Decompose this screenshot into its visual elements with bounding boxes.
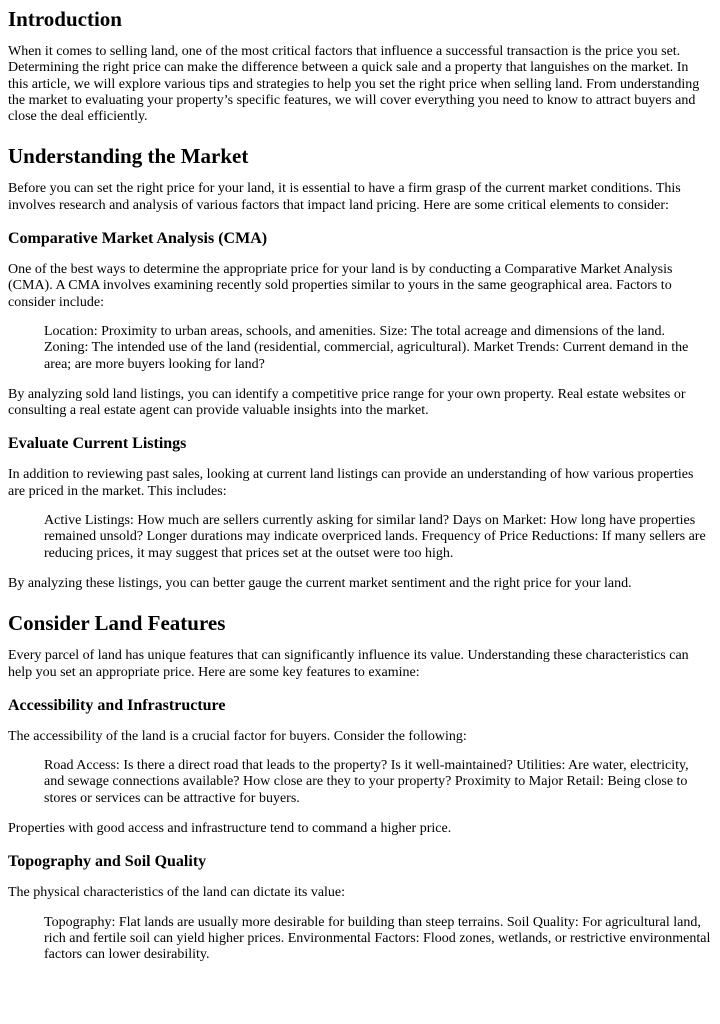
listings-intro: In addition to reviewing past sales, looking at current land listings can provide an understanding of how various properties are priced in the market. This includes:	[8, 467, 694, 499]
cma-outro: By analyzing sold land listings, you can identify a competitive price range for your own property. Real estate websites or consulting a real estate agent can provide valuable insights into the market.	[8, 386, 686, 419]
listings-factors-quote: Active Listings: How much are sellers currently asking for similar land? Days on Market: How long have properties remained unsold? Longer durations may indicate overpriced lands. Frequency of Price Reductions: If many sellers are reducing prices, it may suggest that prices set at the outset were too high.	[44, 513, 706, 561]
topography-factors-quote: Topography: Flat lands are usually more desirable for building than steep terrains. Soil Quality: For agricultural land, rich and fertile soil can yield higher prices. Environmental Factors: Flood zones, wetlands, or restrictive environmental factors can lower desirability.	[44, 914, 711, 963]
accessibility-factors-quote: Road Access: Is there a direct road that leads to the property? Is it well-maintained? Utilities: Are water, electricity, and sewage connections available? How close are they to your property? Proximity to Major Retail: Being close to stores or services can be attractive for buyers.	[44, 758, 689, 806]
cma-intro: One of the best ways to determine the appropriate price for your land is by conducting a Comparative Market Analysis (CMA). A CMA involves examining recently sold properties similar to yours in the same geographical area. Factors to consider include:	[8, 262, 673, 310]
accessibility-intro: The accessibility of the land is a crucial factor for buyers. Consider the following:	[8, 728, 467, 744]
features-paragraph: Every parcel of land has unique features that can significantly influence its value. Understanding these characteristics can help you set an appropriate price. Here are some key features to examine:	[8, 648, 689, 680]
heading-accessibility: Accessibility and Infrastructure	[8, 696, 226, 714]
heading-cma: Comparative Market Analysis (CMA)	[8, 230, 268, 248]
accessibility-outro: Properties with good access and infrastructure tend to command a higher price.	[8, 821, 452, 837]
heading-current-listings: Evaluate Current Listings	[8, 435, 187, 453]
listings-outro: By analyzing these listings, you can better gauge the current market sentiment and the right price for your land.	[8, 575, 632, 591]
heading-land-features: Consider Land Features	[8, 611, 226, 636]
cma-factors-quote: Location: Proximity to urban areas, schools, and amenities. Size: The total acreage and dimensions of the land. Zoning: The intended use of the land (residential, commercial, agricultural). Market Trends: Current demand in the area; are more buyers looking for land?	[44, 323, 689, 372]
heading-understanding-market: Understanding the Market	[8, 144, 249, 169]
intro-paragraph: When it comes to selling land, one of the most critical factors that influence a successful transaction is the price you set. Determining the right price can make the difference between a quick sale and a property that languishes on the market. In this article, we will explore various tips and strategies to help you set the right price when selling land. From understanding the market to evaluating your property’s specific features, we will cover everything you need to know to attract buyers and close the deal efficiently.	[8, 44, 700, 125]
topography-intro: The physical characteristics of the land can dictate its value:	[8, 885, 346, 901]
heading-introduction: Introduction	[8, 7, 122, 31]
article	[0, 7, 720, 964]
heading-topography: Topography and Soil Quality	[8, 853, 207, 871]
market-paragraph: Before you can set the right price for your land, it is essential to have a firm grasp of the current market conditions. This involves research and analysis of various factors that impact land pricing. Here are some critical elements to consider:	[8, 181, 681, 213]
